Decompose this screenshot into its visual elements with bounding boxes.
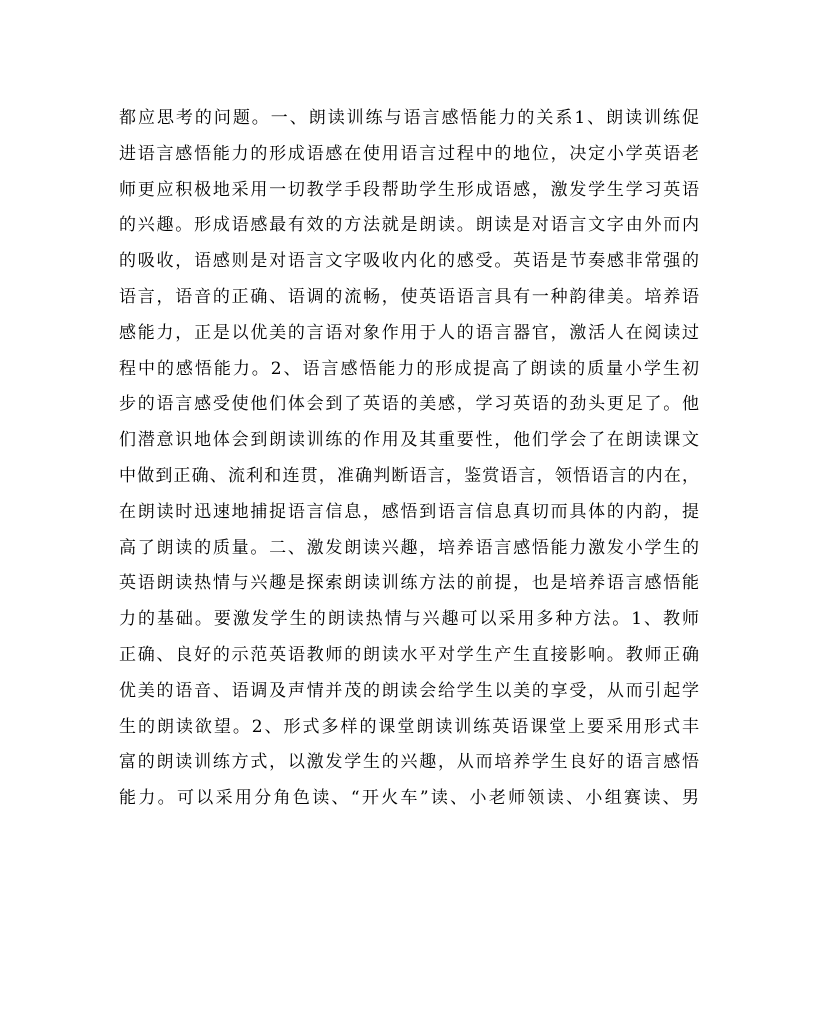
text-line: 富的朗读训练方式，以激发学生的兴趣，从而培养学生良好的语言感悟 [119, 752, 699, 773]
text-line: 正确、良好的示范英语教师的朗读水平对学生产生直接影响。教师正确 [119, 644, 699, 665]
text-line: 步的语言感受使他们体会到了英语的美感，学习英语的劲头更足了。他 [119, 394, 699, 415]
text-line: 高了朗读的质量。二、激发朗读兴趣，培养语言感悟能力激发小学生的 [119, 537, 699, 558]
text-line: 的吸收，语感则是对语言文字吸收内化的感受。英语是节奏感非常强的 [119, 251, 699, 272]
text-line: 英语朗读热情与兴趣是探索朗读训练方法的前提，也是培养语言感悟能 [119, 573, 699, 594]
text-line: 都应思考的问题。一、朗读训练与语言感悟能力的关系1、朗读训练促 [119, 108, 699, 128]
text-line: 语言，语音的正确、语调的流畅，使英语语言具有一种韵律美。培养语 [119, 286, 699, 307]
body-text [119, 101, 699, 817]
text-line: 的兴趣。形成语感最有效的方法就是朗读。朗读是对语言文字由外而内 [119, 215, 699, 236]
text-line: 感能力，正是以优美的言语对象作用于人的语言器官，激活人在阅读过 [119, 322, 699, 343]
text-line: 们潜意识地体会到朗读训练的作用及其重要性，他们学会了在朗读课文 [119, 430, 699, 451]
text-line: 进语言感悟能力的形成语感在使用语言过程中的地位，决定小学英语老 [119, 143, 699, 164]
text-line: 在朗读时迅速地捕捉语言信息，感悟到语言信息真切而具体的内韵，提 [119, 501, 699, 522]
text-line: 程中的感悟能力。2、语言感悟能力的形成提高了朗读的质量小学生初 [119, 358, 699, 379]
text-line: 师更应积极地采用一切教学手段帮助学生形成语感，激发学生学习英语 [119, 179, 699, 200]
text-line: 生的朗读欲望。2、形式多样的课堂朗读训练英语课堂上要采用形式丰 [119, 716, 699, 737]
text-line: 力的基础。要激发学生的朗读热情与兴趣可以采用多种方法。1、教师 [119, 609, 699, 630]
text-line: 中做到正确、流利和连贯，准确判断语言，鉴赏语言，领悟语言的内在， [119, 465, 699, 486]
text-line: 能力。可以采用分角色读、“开火车”读、小老师领读、小组赛读、男 [119, 788, 699, 809]
text-line: 优美的语音、语调及声情并茂的朗读会给学生以美的享受，从而引起学 [119, 680, 699, 701]
